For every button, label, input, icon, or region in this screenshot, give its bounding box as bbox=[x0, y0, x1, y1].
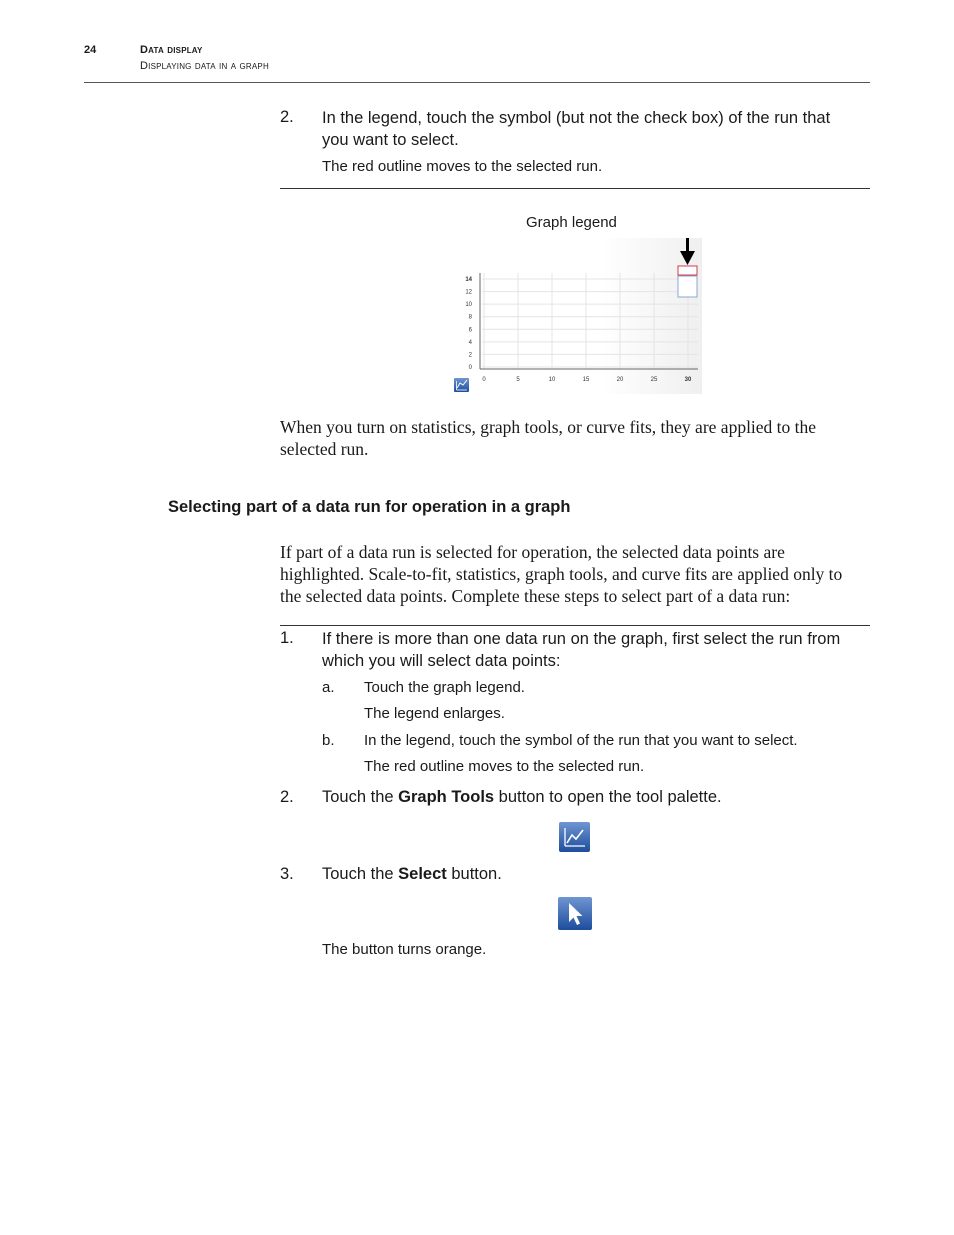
substep-text: Touch the graph legend. bbox=[364, 679, 525, 696]
step-result: The button turns orange. bbox=[322, 941, 487, 958]
y-tick-label: 8 bbox=[468, 314, 472, 321]
step-number: 2. bbox=[280, 788, 294, 806]
x-tick-label: 15 bbox=[582, 377, 590, 383]
steps-rule bbox=[280, 625, 870, 626]
running-header-section: Displaying data in a graph bbox=[140, 60, 269, 72]
y-tick-label: 14 bbox=[465, 277, 472, 283]
step-text: In the legend, touch the symbol (but not the check box) of the run that you want to select. bbox=[322, 109, 831, 149]
legend-run-symbol[interactable] bbox=[678, 276, 697, 297]
graph-background bbox=[450, 238, 702, 394]
step-text: Touch the Select button. bbox=[322, 865, 502, 883]
graph-svg bbox=[450, 238, 702, 394]
step-text: Touch the Graph Tools button to open the tool palette. bbox=[322, 788, 722, 806]
step-text: If there is more than one data run on the graph, first select the run from which you will select data points: bbox=[322, 630, 841, 670]
subheading: Selecting part of a data run for operation in a graph bbox=[168, 498, 571, 516]
x-tick-label: 0 bbox=[482, 377, 486, 383]
legend-selected-symbol[interactable] bbox=[678, 266, 697, 275]
y-tick-label: 2 bbox=[468, 352, 472, 359]
substep-result: The red outline moves to the selected run. bbox=[364, 758, 645, 775]
y-tick-label: 12 bbox=[465, 289, 472, 296]
figure-caption: Graph legend bbox=[526, 214, 617, 231]
page-number: 24 bbox=[84, 44, 97, 56]
x-tick-label: 30 bbox=[684, 377, 692, 383]
x-tick-label: 10 bbox=[548, 377, 556, 383]
y-tick-label: 10 bbox=[465, 302, 472, 309]
substep-result: The legend enlarges. bbox=[364, 705, 505, 722]
graph-tools-icon[interactable] bbox=[454, 378, 469, 392]
x-tick-label: 5 bbox=[516, 377, 520, 383]
select-button[interactable] bbox=[558, 897, 592, 930]
paragraph: When you turn on statistics, graph tools, or curve fits, they are applied to the selected run. bbox=[280, 417, 817, 459]
step-result: The red outline moves to the selected run. bbox=[322, 158, 603, 175]
running-header-chapter: Data display bbox=[140, 44, 203, 56]
x-tick-label: 25 bbox=[650, 377, 658, 383]
x-tick-label: 20 bbox=[616, 377, 624, 383]
substep-text: In the legend, touch the symbol of the run that you want to select. bbox=[364, 732, 798, 749]
graph-tools-button[interactable] bbox=[559, 822, 590, 852]
graph-figure bbox=[450, 238, 702, 394]
substep-label: a. bbox=[322, 679, 335, 696]
header-rule bbox=[84, 82, 870, 83]
step-number: 3. bbox=[280, 865, 294, 883]
y-tick-label: 6 bbox=[468, 327, 472, 334]
graph-tools-icon bbox=[559, 822, 590, 852]
step-number: 1. bbox=[280, 629, 294, 647]
select-cursor-icon bbox=[558, 897, 592, 930]
substep-label: b. bbox=[322, 732, 335, 749]
y-tick-label: 0 bbox=[468, 365, 472, 371]
step-number: 2. bbox=[280, 108, 294, 126]
paragraph: If part of a data run is selected for operation, the selected data points are highlighted. Scale-to-fit, statistics, graph tools, and curve fits are applied only to the selected data points. Complete these steps to select part of a data run: bbox=[280, 542, 843, 606]
step-rule bbox=[280, 188, 870, 189]
y-tick-label: 4 bbox=[468, 339, 472, 346]
